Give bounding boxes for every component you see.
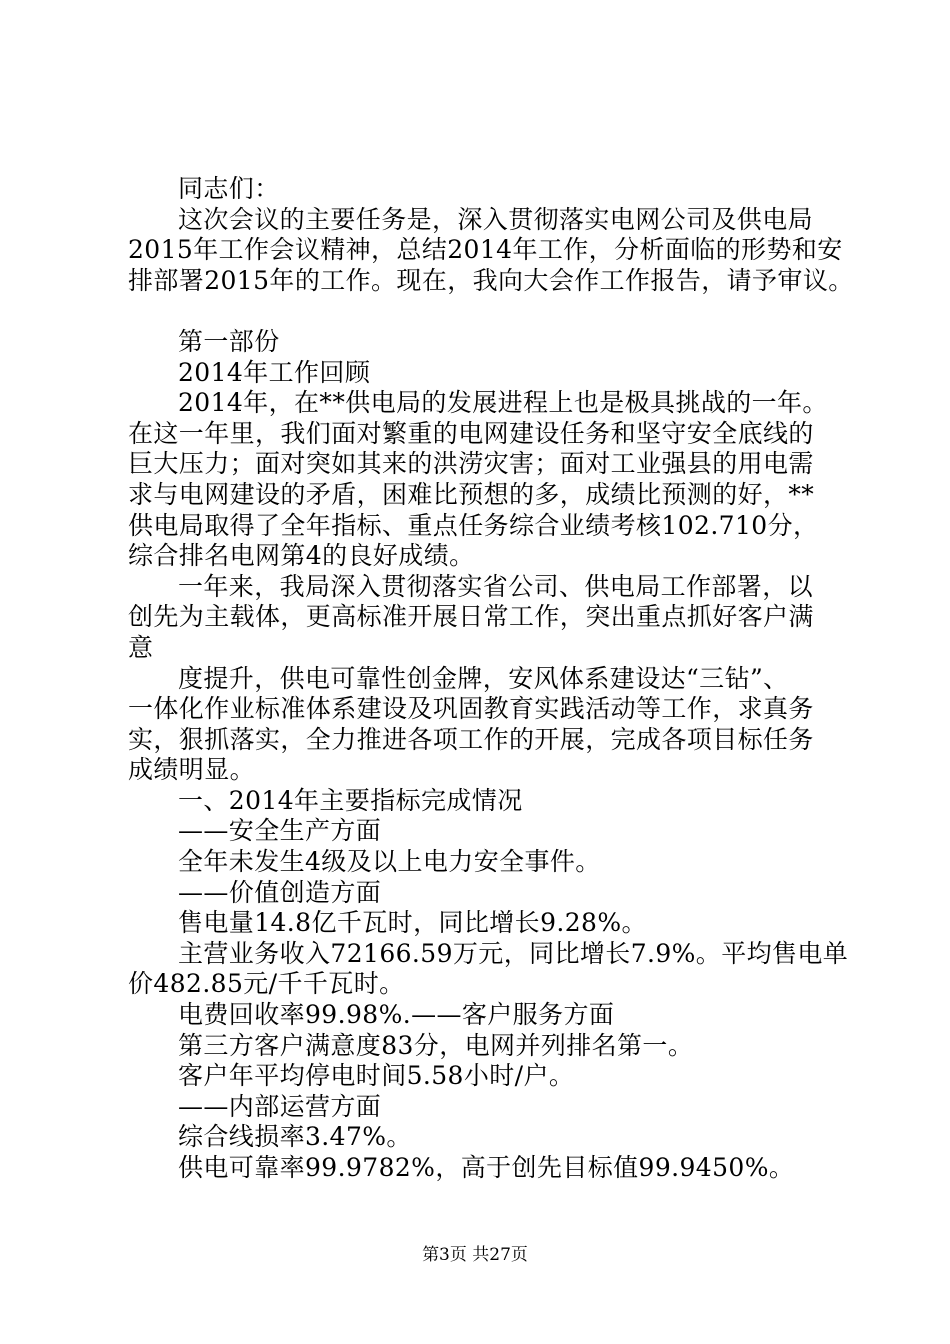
paragraph-line: 度提升，供电可靠性创金牌，安风体系建设达“三钻”、 — [178, 663, 789, 693]
section-subheading: 2014年工作回顾 — [178, 357, 371, 387]
paragraph-line: 供电局取得了全年指标、重点任务综合业绩考核102.710分， — [128, 510, 819, 540]
document-body — [128, 174, 854, 1184]
paragraph-line: 一年来，我局深入贯彻落实省公司、供电局工作部署，以 — [178, 571, 814, 601]
list-heading: 一、2014年主要指标完成情况 — [178, 785, 523, 815]
list-item: 客户年平均停电时间5.58小时/户。 — [178, 1061, 575, 1091]
paragraph-line: 综合排名电网第4的良好成绩。 — [128, 541, 475, 571]
paragraph-line: 在这一年里，我们面对繁重的电网建设任务和坚守安全底线的 — [128, 418, 814, 448]
paragraph-line: 一体化作业标准体系建设及巩固教育实践活动等工作，求真务 — [128, 694, 814, 724]
paragraph-line: 排部署2015年的工作。现在，我向大会作工作报告，请予审议。 — [128, 265, 854, 295]
list-item: 主营业务收入72166.59万元，同比增长7.9%。平均售电单 — [178, 938, 849, 968]
paragraph-line: 意 — [128, 632, 154, 662]
paragraph-line: 求与电网建设的矛盾，困难比预想的多，成绩比预测的好，** — [128, 479, 815, 509]
paragraph-line: 实，狠抓落实，全力推进各项工作的开展，完成各项目标任务 — [128, 724, 814, 754]
list-item-continuation: 价482.85元/千千瓦时。 — [128, 969, 405, 999]
paragraph-line: 2014年，在**供电局的发展进程上也是极具挑战的一年。 — [178, 388, 828, 418]
list-item: 第三方客户满意度83分，电网并列排名第一。 — [178, 1030, 694, 1060]
category-heading: ——价值创造方面 — [178, 877, 382, 907]
paragraph-line: 这次会议的主要任务是，深入贯彻落实电网公司及供电局 — [178, 204, 814, 234]
list-item: 全年未发生4级及以上电力安全事件。 — [178, 847, 601, 877]
paragraph-line: 巨大压力；面对突如其来的洪涝灾害；面对工业强县的用电需 — [128, 449, 814, 479]
list-item: 电费回收率99.98%.——客户服务方面 — [178, 1000, 615, 1030]
paragraph-line: 创先为主载体，更高标准开展日常工作，突出重点抓好客户满 — [128, 602, 814, 632]
section-heading: 第一部份 — [178, 326, 280, 356]
list-item: 售电量14.8亿千瓦时，同比增长9.28%。 — [178, 908, 647, 938]
list-item: 供电可靠率99.9782%，高于创先目标值99.9450%。 — [178, 1153, 795, 1182]
list-item: 综合线损率3.47%。 — [178, 1122, 412, 1152]
paragraph-line: 2015年工作会议精神，总结2014年工作，分析面临的形势和安 — [128, 235, 843, 265]
paragraph-line: 成绩明显。 — [128, 755, 256, 785]
category-heading: ——内部运营方面 — [178, 1091, 382, 1121]
category-heading: ——安全生产方面 — [178, 816, 382, 846]
salutation: 同志们： — [178, 174, 280, 203]
paragraph-gap — [128, 296, 838, 327]
page-footer-number: 第3页 共27页 — [422, 1245, 528, 1265]
